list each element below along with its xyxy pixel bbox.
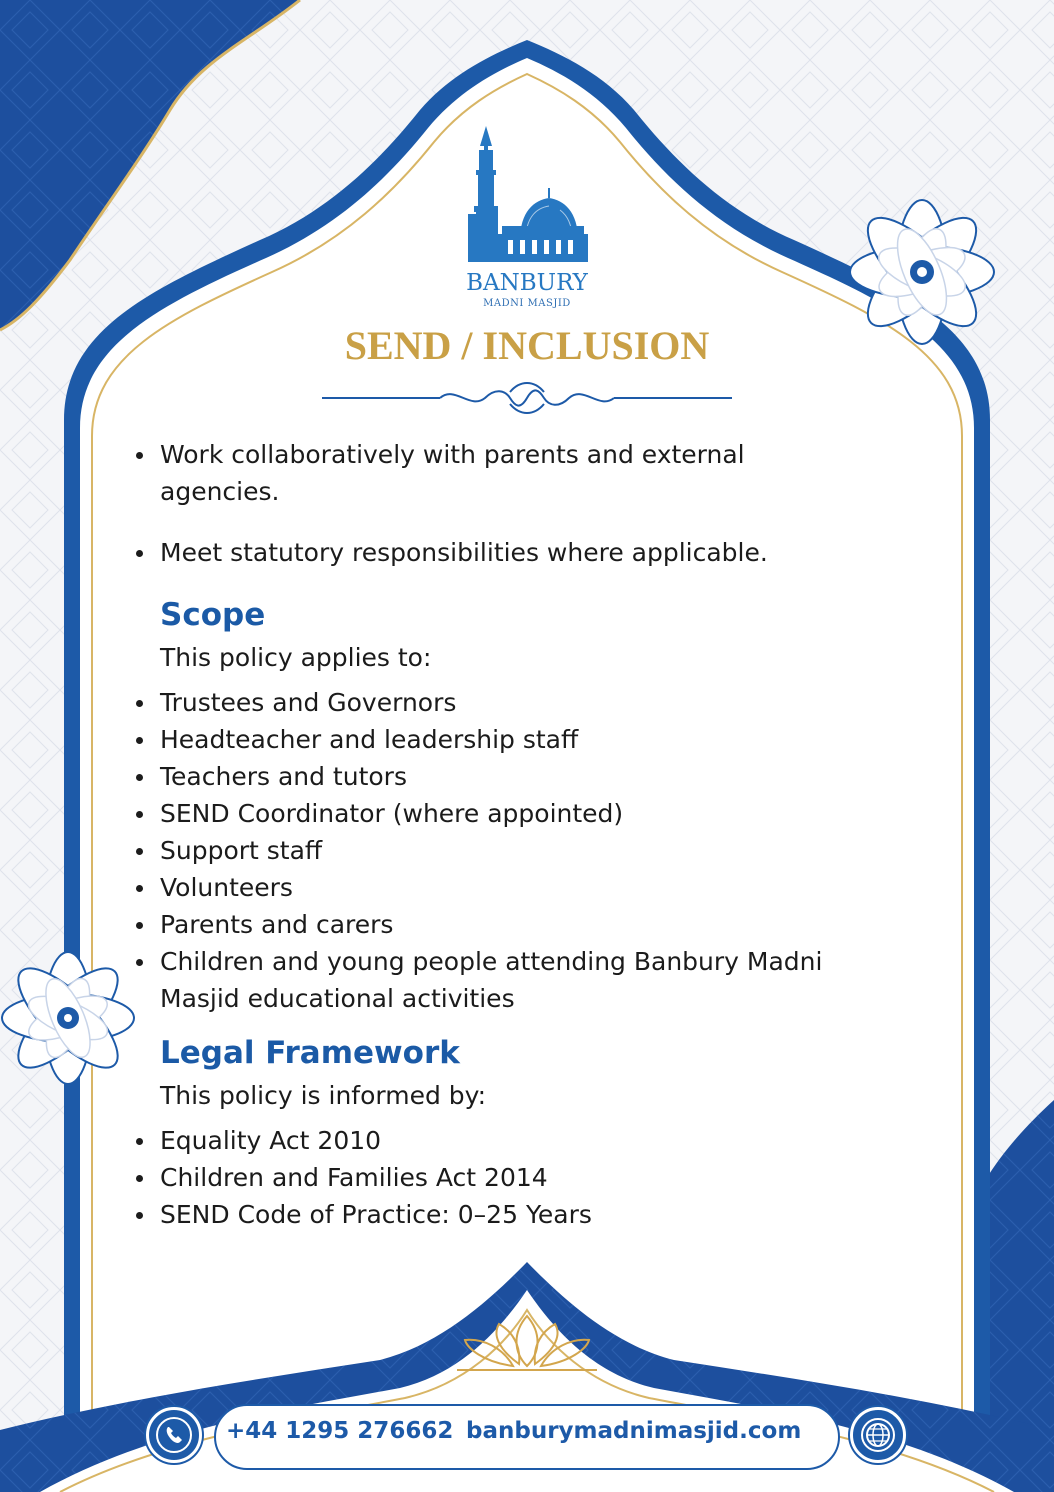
legal-heading: Legal Framework [160,1035,460,1071]
scope-intro: This policy applies to: [160,643,432,672]
flower-decoration-right [850,200,994,344]
list-item: Work collaboratively with parents and external agencies. [160,436,800,510]
list-item: Parents and carers [160,906,890,943]
globe-icon[interactable] [850,1407,906,1463]
phone-icon [149,1410,199,1460]
globe-icon [853,1410,903,1460]
flower-decoration-left [2,952,134,1084]
list-item: SEND Coordinator (where appointed) [160,795,890,832]
logo-subtitle: MADNI MASJID [483,298,571,309]
list-item: Volunteers [160,869,890,906]
list-item: Trustees and Governors [160,684,890,721]
phone-number[interactable]: +44 1295 276662 [226,1418,454,1444]
intro-list [160,436,960,571]
scope-heading: Scope [160,597,266,633]
list-item: Support staff [160,832,890,869]
list-item: Children and Families Act 2014 [160,1159,890,1196]
logo-name: BANBURY [466,270,588,296]
list-item: SEND Code of Practice: 0–25 Years [160,1196,890,1233]
page-title: SEND / INCLUSION [344,323,710,368]
list-item: Teachers and tutors [160,758,890,795]
policy-content [160,436,960,1233]
masjid-logo [462,122,592,317]
list-item: Meet statutory responsibilities where applicable. [160,534,860,571]
list-item: Equality Act 2010 [160,1122,890,1159]
legal-list [160,1122,960,1233]
scope-list [160,684,960,1017]
phone-icon[interactable] [146,1407,202,1463]
legal-intro: This policy is informed by: [160,1081,487,1110]
list-item: Children and young people attending Banbury Madni Masjid educational activities [160,943,880,1017]
list-item: Headteacher and leadership staff [160,721,890,758]
mosque-icon [462,122,592,272]
website-link[interactable]: banburymadnimasjid.com [466,1418,802,1444]
